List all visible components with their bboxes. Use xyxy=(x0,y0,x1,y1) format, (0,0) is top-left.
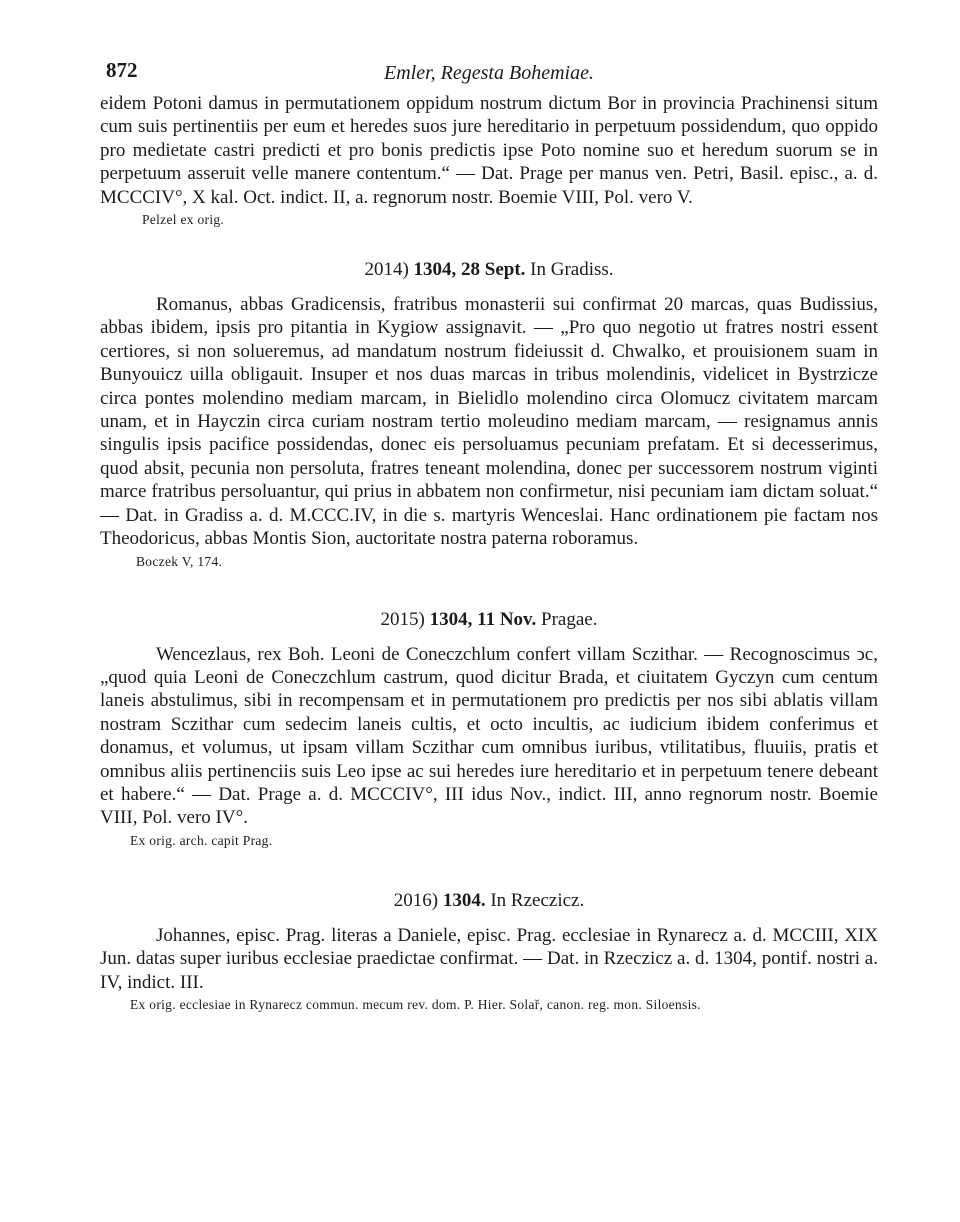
entry-text: Romanus, abbas Gradicensis, fratribus monasterii sui confirmat 20 marcas, quas Budissius, abbas ibidem, ipsis pro pitantia in Kygiow assignavit. — „Pro quo negotio ut fratres nostri essent certiores, si non solueremus, ad mandatum nostrum fideiussit d. Chwalko, et prouisionem suam in Bunyouicz uilla obligauit. Insuper et nos duas marcas in tribus molendinis, videlicet in Bystrzicze circa pontes molendino mediam marcam, in Bielidlo molendino circa Olomucz civitatem marcam unam, et in Hayczin circa curiam nostram tertio moleudino mediam marcam, — resignamus annis singulis ipsis pacifice possidendas, donec eis persoluamus pecuniam prefatam. Et si decesserimus, quod absit, pecunia non persoluta, fratres teneant molendina, donec per successorem nostrum viginti marce fratribus persoluantur, qui prius in abbatem non confirmetur, nisi pecuniam iam dictam soluat.“ — Dat. in Gradiss a. d. M.CCC.IV, in die s. martyris Wenceslai. Hanc ordinationem pie factam nos Theodoricus, abbas Montis Sion, auctoritate nostra paterna roboramus. xyxy=(100,294,878,550)
prev-entry-source: Pelzel ex orig. xyxy=(142,212,225,228)
page-number: 872 xyxy=(106,58,138,82)
entry-place: Pragae. xyxy=(541,608,598,630)
entry-text: Wencezlaus, rex Boh. Leoni de Coneczchlum confert villam Sczithar. — Recognoscimus ↄc, „quod quia Leoni de Coneczchlum castrum, quod dicitur Brada, et ciuitatem Gyczyn cum centum laneis abstulimus, sibi in recompensam et in permutationem pro predictis per nos sibi ablatis villam nostram Sczithar cum sedecim laneis cultis, et octo incultis, ac iudicium ibidem conferimus et donamus, et volumus, ut ipsam villam Sczithar cum omnibus iuribus, vtilitatibus, fluuiis, pratis et omnibus aliis pertinenciis suis Leo ipse ac sui heredes iure hereditario et in perpetuum tenere debeant et habere.“ — Dat. Prage a. d. MCCCIV°, III idus Nov., indict. III, anno regnorum nostr. Boemie VIII, Pol. vero IV°. xyxy=(100,643,878,829)
entry-date: 1304, 11 Nov. xyxy=(429,608,537,630)
entry-text: Johannes, episc. Prag. literas a Daniele, episc. Prag. ecclesiae in Rynarecz a. d. MCCIII, XIX Jun. datas super iuribus ecclesiae praedictae confirmat. — Dat. in Rzeczicz a. d. 1304, pontif. nostri a. IV, indict. III. xyxy=(100,924,878,993)
entry-date: 1304, 28 Sept. xyxy=(413,259,526,281)
entry-number: 2015) xyxy=(380,608,425,630)
entry-source: Boczek V, 174. xyxy=(136,553,223,569)
entry-heading xyxy=(100,259,878,281)
entry-number: 2016) xyxy=(393,889,439,911)
entry-source: Ex orig. ecclesiae in Rynarecz commun. mecum rev. dom. P. Hier. Solař, canon. reg. mon. Siloensis. xyxy=(130,996,701,1012)
entry-heading xyxy=(100,890,878,912)
prev-entry-text: eidem Potoni damus in permutationem oppidum nostrum dictum Bor in provincia Prachinensi situm cum suis pertinentiis per eum et heredes suos jure hereditario in perpetuum possidendum, quo oppido pro medietate castri predicti et pro bonis predictis ipse Poto nomine suo et heredum suorum se in perpetuum asseruit velle manere contentum.“ — Dat. Prage per manus ven. Petri, Basil. episc., a. d. MCCCIV°, X kal. Oct. indict. II, a. regnorum nostr. Boemie VIII, Pol. vero V. xyxy=(100,93,878,208)
entry-number: 2014) xyxy=(364,259,409,281)
running-title: Emler, Regesta Bohemiae. xyxy=(384,62,594,84)
entry-heading xyxy=(100,609,878,631)
entry-2014 xyxy=(100,259,878,570)
entry-2016 xyxy=(100,890,878,1014)
entry-date: 1304. xyxy=(442,889,486,911)
entry-place: In Rzeczicz. xyxy=(490,889,585,911)
entry-source: Ex orig. arch. capit Prag. xyxy=(130,832,273,848)
page-header xyxy=(100,58,878,92)
document-page xyxy=(100,58,878,1014)
entry-place: In Gradiss. xyxy=(530,259,614,281)
entry-2015 xyxy=(100,609,878,850)
